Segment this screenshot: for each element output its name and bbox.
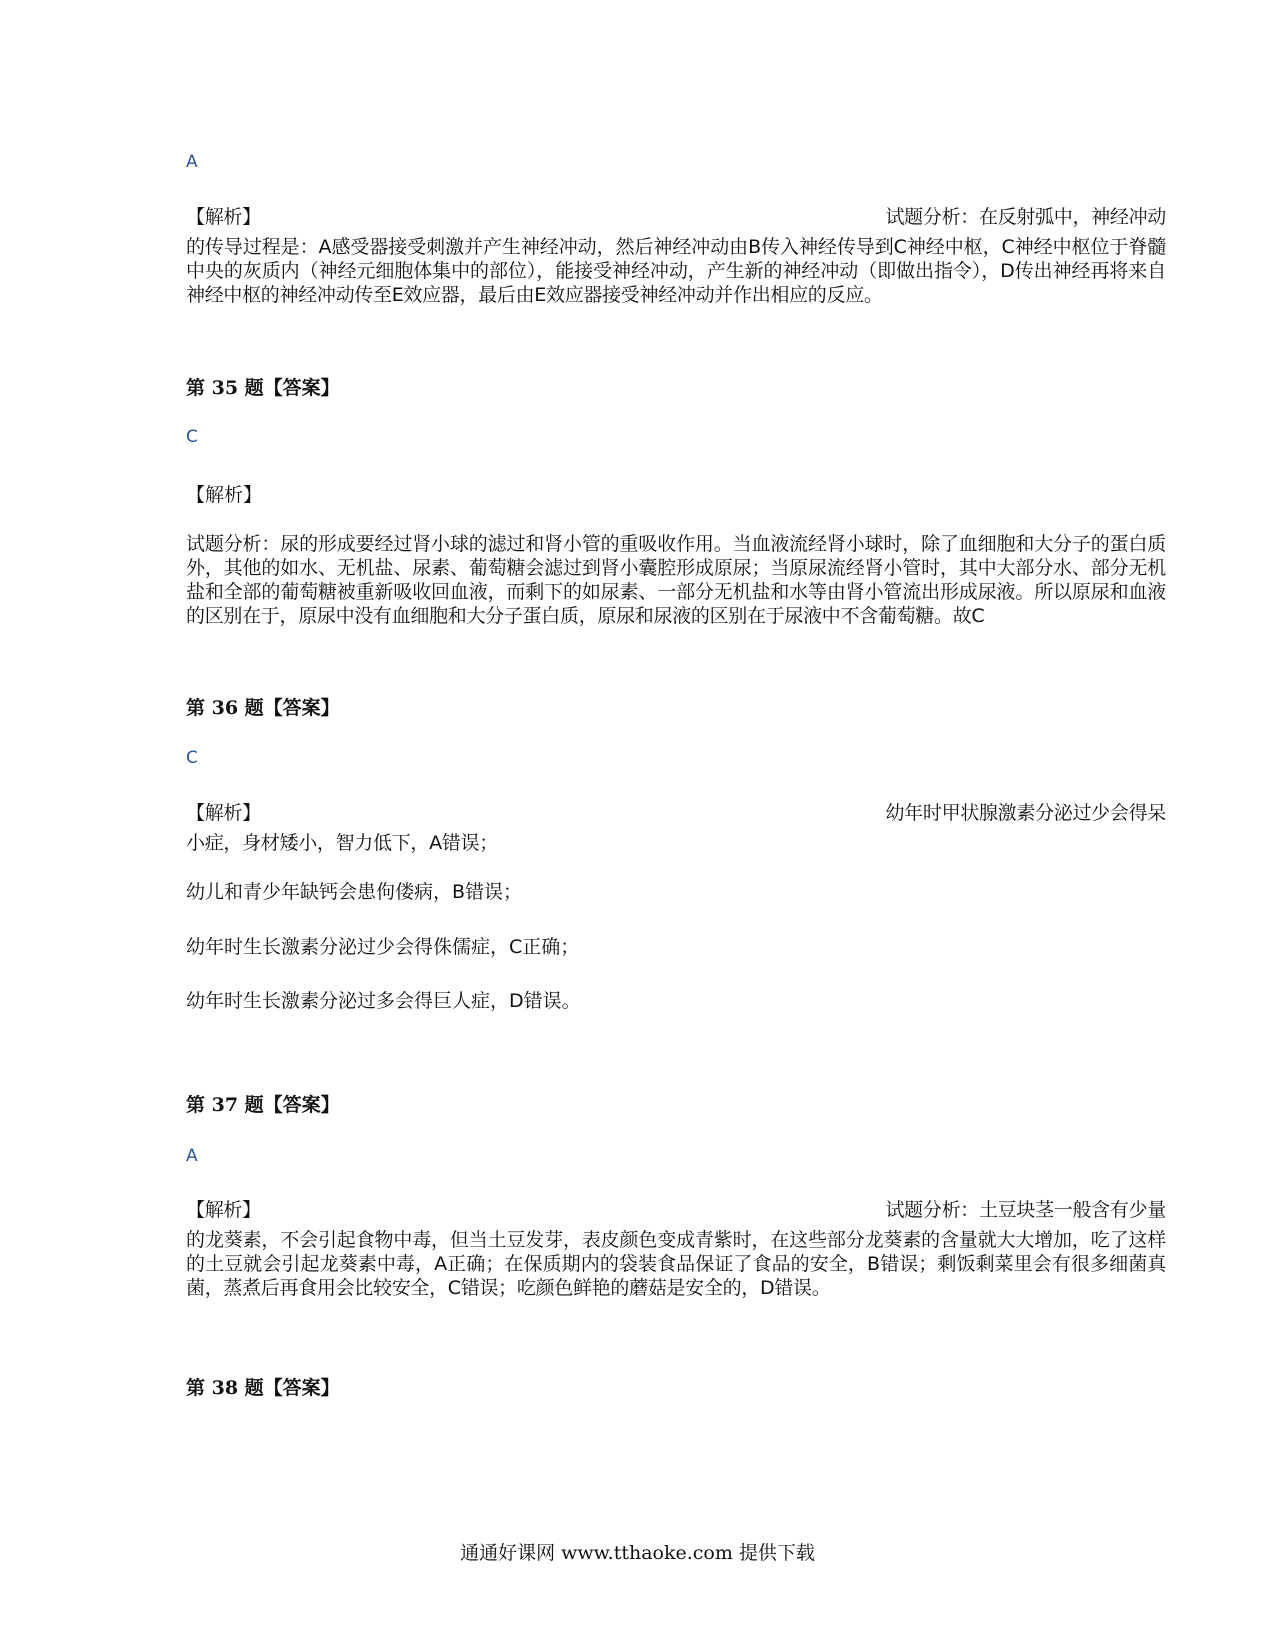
q34-analysis-text: 的传导过程是：A感受器接受刺激并产生神经冲动，然后神经冲动由B传入神经传导到C神经中枢，C神经中枢位于脊髓中央的灰质内（神经元细胞体集中的部位），能接受神经冲动，产生新的神经冲动（即做出指令），D传出神经再将来自神经中枢的神经冲动传至E效应器，最后由E效应器接受神经冲动并作出相应的反应。	[186, 236, 1166, 306]
page-footer: 通通好课网 www.tthaoke.com 提供下载	[460, 1542, 815, 1564]
q35-analysis-text: 试题分析：尿的形成要经过肾小球的滤过和肾小管的重吸收作用。当血液流经肾小球时，除了血细胞和大分子的蛋白质外，其他的如水、无机盐、尿素、葡萄糖会滤过到肾小囊腔形成原尿；当原尿流经肾小管时，其中大部分水、部分无机盐和全部的葡萄糖被重新吸收回血液，而剩下的如尿素、一部分无机盐和水等由肾小管流出形成尿液。所以原尿和血液的区别在于，原尿中没有血细胞和大分子蛋白质，原尿和尿液的区别在于尿液中不含葡萄糖。故C	[186, 533, 1166, 627]
q36-line-d: 幼年时生长激素分泌过多会得巨人症，D错误。	[186, 990, 581, 1012]
q35-analysis-label: 【解析】	[186, 484, 263, 506]
q36-line-c: 幼年时生长激素分泌过少会得侏儒症，C正确；	[186, 936, 580, 958]
q37-analysis-first: 试题分析：土豆块茎一般含有少量	[885, 1199, 1166, 1221]
q34-analysis-first: 试题分析：在反射弧中，神经冲动	[885, 206, 1166, 228]
q36-answer: C	[186, 748, 198, 768]
q37-analysis-text: 的龙葵素，不会引起食物中毒，但当土豆发芽，表皮颜色变成青紫时，在这些部分龙葵素的含量就大大增加，吃了这样的土豆就会引起龙葵素中毒，A正确；在保质期内的袋装食品保证了食品的安全，B错误；剩饭剩菜里会有很多细菌真菌，蒸煮后再食用会比较安全，C错误；吃颜色鲜艳的蘑菇是安全的，D错误。	[186, 1229, 1166, 1299]
q36-analysis-label: 【解析】	[186, 802, 261, 824]
q37-answer: A	[186, 1146, 198, 1166]
q37-heading: 第 37 题【答案】	[186, 1094, 340, 1116]
q36-heading: 第 36 题【答案】	[186, 697, 340, 719]
q37-analysis-label: 【解析】	[186, 1199, 261, 1221]
q36-analysis-first: 幼年时甲状腺激素分泌过少会得呆	[885, 802, 1166, 824]
q34-analysis	[186, 205, 1166, 307]
q37-analysis	[186, 1198, 1166, 1300]
q36-analysis-text: 小症，身材矮小，智力低下，A错误；	[186, 832, 498, 854]
q36-analysis	[186, 801, 1166, 855]
q35-heading: 第 35 题【答案】	[186, 377, 340, 399]
q36-line-b: 幼儿和青少年缺钙会患佝偻病，B错误；	[186, 881, 523, 903]
q35-answer: C	[186, 427, 198, 447]
q34-answer: A	[186, 152, 198, 172]
q38-heading: 第 38 题【答案】	[186, 1377, 340, 1399]
q34-analysis-label: 【解析】	[186, 206, 261, 228]
